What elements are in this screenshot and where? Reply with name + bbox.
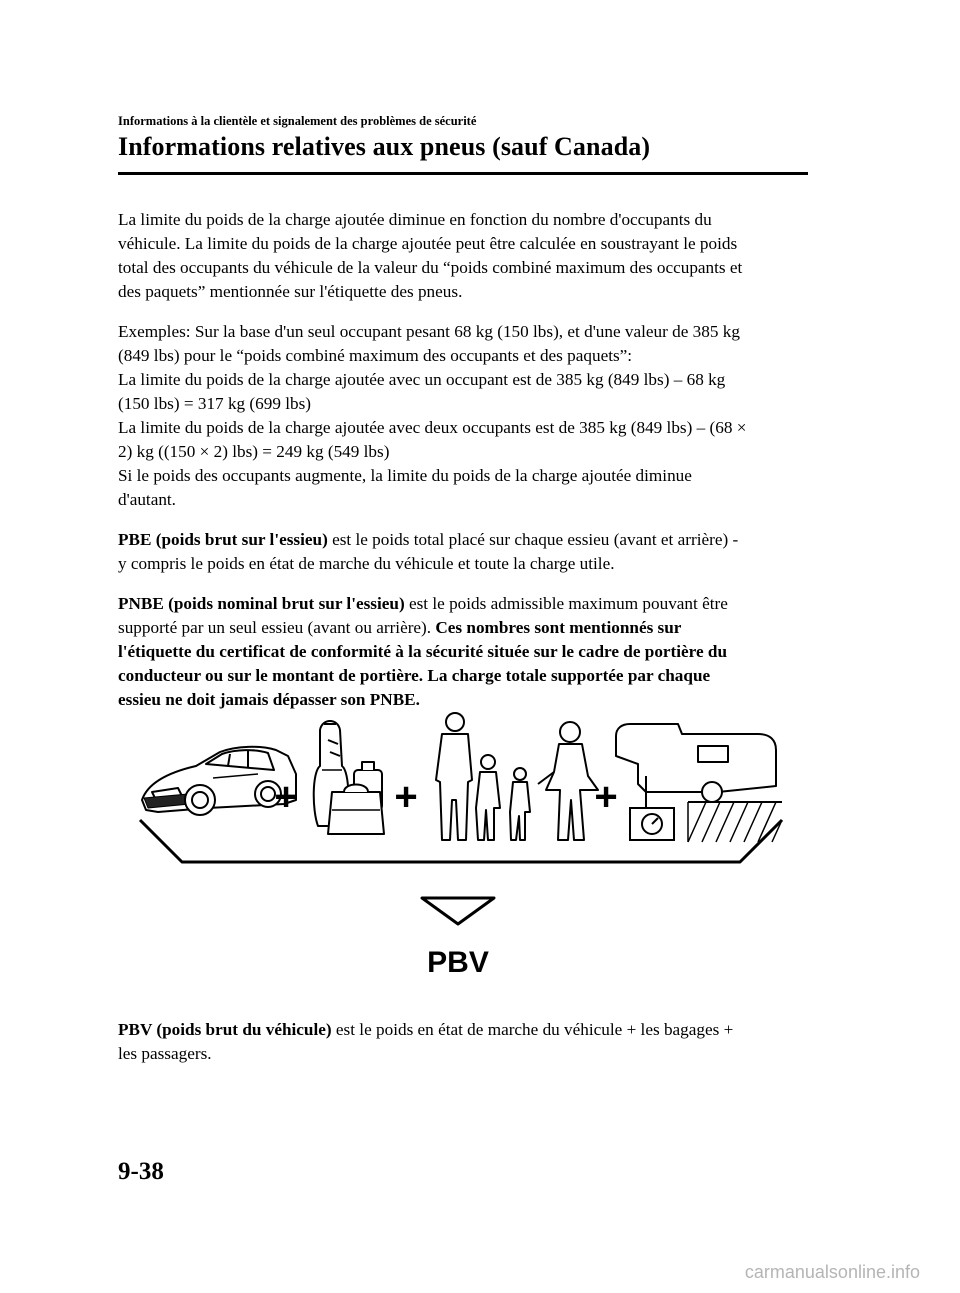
text-line: total des occupants du véhicule de la valeur du “poids combiné maximum des occupants et	[118, 258, 743, 277]
paragraph-load-limit	[118, 208, 808, 304]
watermark: carmanualsonline.info	[744, 1262, 920, 1282]
down-arrow-icon	[422, 898, 494, 924]
text-line: essieu ne doit jamais dépasser son PNBE.	[118, 690, 420, 709]
text-line: d'autant.	[118, 490, 176, 509]
text-line: les passagers.	[118, 1044, 212, 1063]
text-line: La limite du poids de la charge ajoutée diminue en fonction du nombre d'occupants du	[118, 210, 712, 229]
term-pnbe: PNBE (poids nominal brut sur l'essieu)	[118, 594, 405, 613]
page-number: 9-38	[118, 1158, 164, 1185]
text-line: véhicule. La limite du poids de la charge ajoutée peut être calculée en soustrayant le poids	[118, 234, 738, 253]
text-line: (150 lbs) = 317 kg (699 lbs)	[118, 394, 312, 413]
text-run-bold: Ces nombres sont mentionnés sur	[435, 618, 682, 637]
car-icon	[142, 747, 296, 815]
family-icon	[436, 713, 598, 840]
text-line: (849 lbs) pour le “poids combiné maximum des occupants et des paquets”:	[118, 346, 633, 365]
plus-sign: +	[394, 775, 418, 819]
text-line	[118, 616, 808, 640]
term-pbe: PBE (poids brut sur l'essieu)	[118, 530, 328, 549]
text-line: Exemples: Sur la base d'un seul occupant pesant 68 kg (150 lbs), et d'une valeur de 385 kg	[118, 322, 740, 341]
term-pbv: PBV (poids brut du véhicule)	[118, 1020, 332, 1039]
paragraph-pnbe	[118, 592, 808, 712]
text-line: 2) kg ((150 × 2) lbs) = 249 kg (549 lbs)	[118, 442, 390, 461]
text-line: La limite du poids de la charge ajoutée avec deux occupants est de 385 kg (849 lbs) – (68 ×	[118, 418, 747, 437]
text-run: est le poids admissible maximum pouvant être	[404, 594, 728, 613]
plus-sign: +	[274, 775, 298, 819]
text-line	[118, 528, 808, 552]
scale-icon	[630, 808, 674, 840]
body-text	[118, 208, 808, 728]
pbv-diagram	[118, 700, 818, 1000]
text-line	[118, 592, 808, 616]
text-line	[118, 1018, 808, 1042]
text-run: est le poids en état de marche du véhicule + les bagages +	[331, 1020, 734, 1039]
text-run: est le poids total placé sur chaque essieu (avant et arrière) -	[327, 530, 739, 549]
page-title: Informations relatives aux pneus (sauf Canada)	[118, 132, 651, 161]
text-line: conducteur ou sur le montant de portière. La charge totale supportée par chaque	[118, 666, 711, 685]
title-rule	[118, 172, 808, 175]
plus-sign: +	[594, 775, 618, 819]
paragraph-examples	[118, 320, 808, 512]
trailer-icon	[616, 724, 776, 808]
pbv-label: PBV	[427, 946, 489, 979]
section-heading: Informations à la clientèle et signalement des problèmes de sécurité	[118, 114, 477, 128]
text-line: y compris le poids en état de marche du véhicule et toute la charge utile.	[118, 554, 615, 573]
text-line: Si le poids des occupants augmente, la limite du poids de la charge ajoutée diminue	[118, 466, 692, 485]
luggage-icon	[314, 721, 384, 834]
text-line: La limite du poids de la charge ajoutée avec un occupant est de 385 kg (849 lbs) – 68 kg	[118, 370, 726, 389]
text-run: supporté par un seul essieu (avant ou arrière).	[118, 618, 436, 637]
paragraph-pbe	[118, 528, 808, 576]
text-line: l'étiquette du certificat de conformité à la sécurité située sur le cadre de portière du	[118, 642, 728, 661]
paragraph-pbv	[118, 1018, 808, 1066]
text-line: des paquets” mentionnée sur l'étiquette des pneus.	[118, 282, 463, 301]
pbv-illustration	[118, 700, 818, 1000]
